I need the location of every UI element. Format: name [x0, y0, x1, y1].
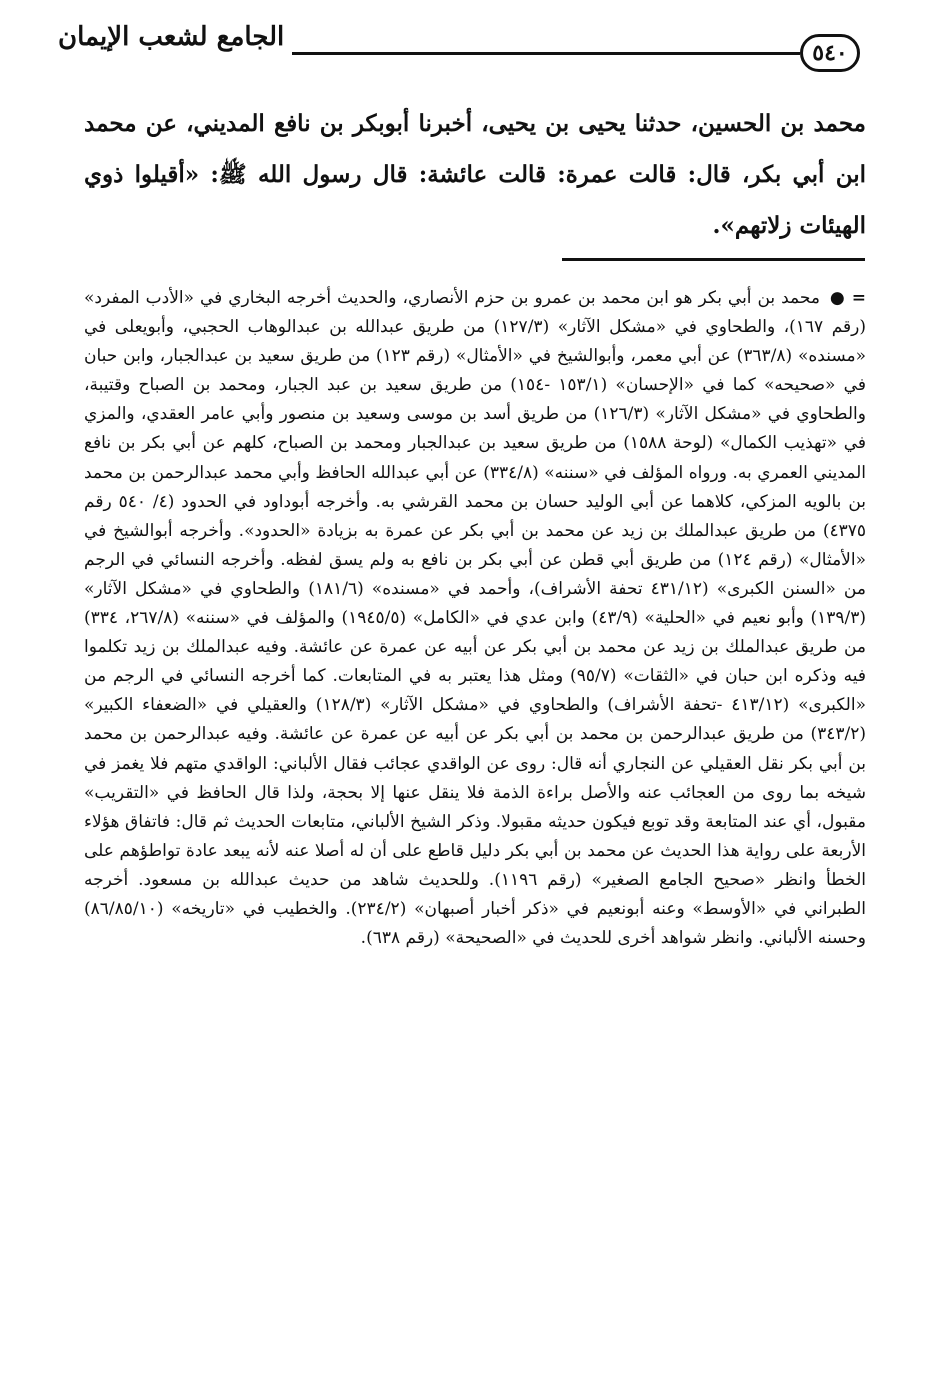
running-header-title: الجامع لشعب الإيمان [58, 22, 285, 52]
page-number: ٥٤٠ [800, 34, 860, 72]
hadith-text: محمد بن الحسين، حدثنا يحيى بن يحيى، أخبرنا أبوبكر بن نافع المديني، عن محمد ابن أبي بكر، قال: قالت عمرة: قالت عائشة: قال رسول الله ﷺ: «أقيلوا ذوي الهيئات زلاتهم». [84, 110, 866, 239]
header-rule [292, 52, 800, 55]
footnote [84, 284, 866, 953]
footnote-text: محمد بن أبي بكر هو ابن محمد بن عمرو بن حزم الأنصاري، والحديث أخرجه البخاري في «الأدب المفرد» (رقم ١٦٧)، والطحاوي في «مشكل الآثار» (١٢٧/٣) من طريق عبدالله بن عبدالوهاب الحجبي، وأبويعلى في «مسنده» (٣٦٣/٨) عن أبي معمر، وأبوالشيخ في «الأمثال» (رقم ١٢٣) من طريق سعيد بن عبدالجبار، وابن حبان في «صحيحه» كما في «الإحسان» (١٥٣/١ -١٥٤) من طريق سعيد بن عبد الجبار، ومحمد بن الصباح وقتيبة، والطحاوي في «مشكل الآثار» (١٢٦/٣) من طريق أسد بن موسى وسعيد بن منصور وأبي عامر العقدي، والمزي في «تهذيب الكمال» (لوحة ١٥٨٨) من طريق سعيد بن عبدالجبار ومحمد بن الصباح، كلهم عن أبي بكر بن نافع المديني العمري به. ورواه المؤلف في «سننه» (٣٣٤/٨) عن أبي عبدالله الحافظ وأبي محمد عبدالرحمن بن محمد بن بالويه المزكي، كلاهما عن أبي الوليد حسان بن محمد القرشي به. وأخرجه أبوداود في الحدود (٤/ ٥٤٠ رقم ٤٣٧٥) من طريق عبدالملك بن زيد عن محمد بن أبي بكر عن عمرة به بزيادة «الحدود». وأخرجه أبوالشيخ في «الأمثال» (رقم ١٢٤) من طريق أبي قطن عن أبي بكر بن نافع به ولم يسق لفظه. وأخرجه النسائي في الرجم من «السنن الكبرى» (٤٣١/١٢ تحفة الأشراف)، وأحمد في «مسنده» (١٨١/٦) والطحاوي في «مشكل الآثار» (١٣٩/٣) وأبو نعيم في «الحلية» (٤٣/٩) وابن عدي في «الكامل» (١٩٤٥/٥) والمؤلف في «سننه» (٢٦٧/٨، ٣٣٤) من طريق عبدالملك بن زيد عن محمد بن أبي بكر عن أبيه عن عمرة عن عائشة. وفيه عبدالملك بن زيد تكلموا فيه وذكره ابن حبان في «الثقات» (٩٥/٧) ومثل هذا يعتبر به في المتابعات. كما أخرجه النسائي في الرجم من «الكبرى» (٤١٣/١٢ -تحفة الأشراف) والطحاوي في «مشكل الآثار» (١٢٨/٣) والعقيلي في «الضعفاء الكبير» (٣٤٣/٢) من طريق عبدالرحمن بن محمد بن أبي بكر عن أبيه عن عمرة عن عائشة. وفيه عبدالرحمن بن محمد بن أبي بكر نقل العقيلي عن النجاري أنه قال: روى عن الواقدي عجائب فقال الألباني: الواقدي متهم فلا يغمز في شيخه بما روى من العجائب عنه والأصل براءة الذمة فلا ينقل عنها إلا بحجة، ولذا قال الحافظ في «التقريب» مقبول، أي عند المتابعة وقد توبع فيكون حديثه مقبولا. وذكر الشيخ الألباني، متابعات الحديث ثم قال: فاتفاق هؤلاء الأربعة على رواية هذا الحديث عن محمد بن أبي بكر دليل قاطع على أن له أصلا عنه لأنه يبعد عادة تواطؤهم على الخطأ وانظر «صحيح الجامع الصغير» (رقم ١١٩٦). وللحديث شاهد من حديث عبدالله بن مسعود. أخرجه الطبراني في «الأوسط» وعنه أبونعيم في «ذكر أخبار أصبهان» (٢٣٤/٢). والخطيب في «تاريخه» (٨٦/٨٥/١٠) وحسنه الألباني. وانظر شواهد أخرى للحديث في «الصحيحة» (رقم ٦٣٨). [84, 288, 867, 949]
footnote-marker: = ● [829, 288, 866, 308]
footnote-separator [562, 258, 865, 261]
